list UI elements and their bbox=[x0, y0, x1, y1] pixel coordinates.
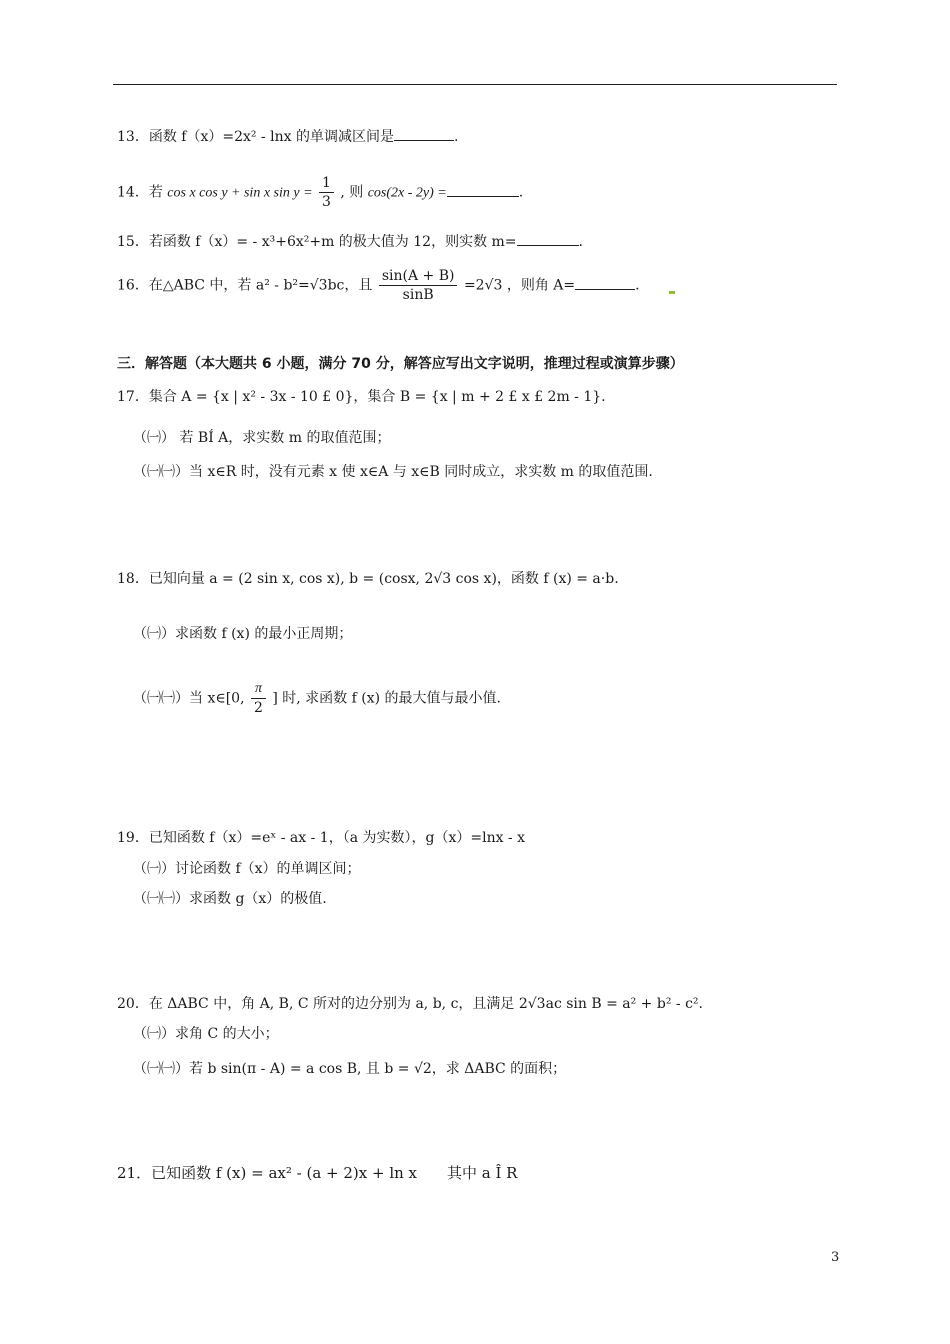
header-rule bbox=[113, 84, 837, 85]
fraction-numerator: π bbox=[251, 680, 266, 699]
question-18-part-2-prefix: （㈠㈠）当 x∈[0, bbox=[133, 690, 245, 707]
question-20-stem: 20．在 ΔABC 中，角 A, B, C 所对的边分别为 a, b, c，且满足 2√3ac sin B = a² + b² - c². bbox=[117, 996, 703, 1012]
question-17-part-2: （㈠㈠）当 x∈R 时，没有元素 x 使 x∈A 与 x∈B 同时成立，求实数 m 的取值范围. bbox=[133, 464, 653, 480]
fraction-pi-over-2 bbox=[251, 680, 266, 717]
question-20-part-2: （㈠㈠）若 b sin(π - A) = a cos B, 且 b = √2，求 ΔABC 的面积； bbox=[133, 1061, 567, 1077]
question-21-stem: 21．已知函数 f (x) = ax² - (a + 2)x + ln x 其中 a Î R bbox=[117, 1164, 518, 1182]
question-19-stem: 19．已知函数 f（x）=eˣ - ax - 1，（a 为实数），g（x）=lnx - x bbox=[117, 830, 526, 846]
question-16 bbox=[117, 267, 640, 304]
question-16-prefix: 16．在△ABC 中，若 a² - b²=√3bc，且 bbox=[117, 277, 373, 294]
fraction-denominator: sinB bbox=[402, 287, 434, 303]
period: . bbox=[453, 129, 459, 145]
question-14-prefix: 14．若 bbox=[117, 184, 163, 201]
question-18-part-2-suffix: ] 时, 求函数 f (x) 的最大值与最小值. bbox=[272, 690, 501, 707]
answer-blank[interactable] bbox=[517, 233, 579, 246]
question-18-stem: 18．已知向量 a = (2 sin x, cos x), b = (cosx, 2√3 cos x)，函数 f (x) = a·b. bbox=[117, 571, 619, 587]
question-14-target: cos(2x - 2y) = bbox=[367, 185, 447, 201]
question-16-suffix: =2√3 ，则角 A= bbox=[463, 277, 576, 294]
period: . bbox=[635, 277, 640, 294]
period: . bbox=[518, 184, 524, 201]
question-19-part-1: （㈠）讨论函数 f（x）的单调区间； bbox=[133, 861, 361, 877]
fraction-denominator: 3 bbox=[321, 194, 331, 210]
page-number: 3 bbox=[831, 1250, 840, 1265]
question-13 bbox=[117, 127, 458, 147]
fraction-numerator: 1 bbox=[319, 174, 334, 193]
answer-blank[interactable] bbox=[394, 128, 454, 141]
fraction-numerator: sin(A + B) bbox=[379, 267, 458, 286]
question-18-part-1: （㈠）求函数 f (x) 的最小正周期； bbox=[133, 626, 353, 642]
question-17-part-1: （㈠） 若 BÍ A，求实数 m 的取值范围； bbox=[133, 430, 391, 446]
question-18-part-2 bbox=[133, 680, 501, 717]
period: . bbox=[578, 234, 583, 250]
answer-blank[interactable] bbox=[447, 184, 519, 197]
question-14-then: , 则 bbox=[340, 184, 364, 201]
question-17-stem: 17．集合 A = {x | x² - 3x - 10 £ 0}，集合 B = {x | m + 2 £ x £ 2m - 1}. bbox=[117, 389, 606, 405]
question-15-text: 15．若函数 f（x）= - x³+6x²+m 的极大值为 12，则实数 m= bbox=[117, 234, 517, 250]
question-15 bbox=[117, 232, 583, 252]
green-mark bbox=[669, 291, 675, 294]
answer-blank[interactable] bbox=[575, 277, 635, 290]
question-14-expression: cos x cos y + sin x sin y = bbox=[167, 185, 313, 201]
section-3-heading: 三．解答题（本大题共 6 小题，满分 70 分，解答应写出文字说明，推理过程或演算步骤） bbox=[117, 356, 684, 372]
question-13-text: 13．函数 f（x）=2x² - lnx 的单调减区间是 bbox=[117, 129, 394, 145]
fraction-sin bbox=[379, 267, 458, 304]
fraction-denominator: 2 bbox=[253, 700, 263, 716]
question-14 bbox=[117, 174, 523, 211]
question-20-part-1: （㈠）求角 C 的大小； bbox=[133, 1026, 279, 1042]
question-19-part-2: （㈠㈠）求函数 g（x）的极值. bbox=[133, 891, 327, 907]
fraction-one-third bbox=[319, 174, 334, 211]
